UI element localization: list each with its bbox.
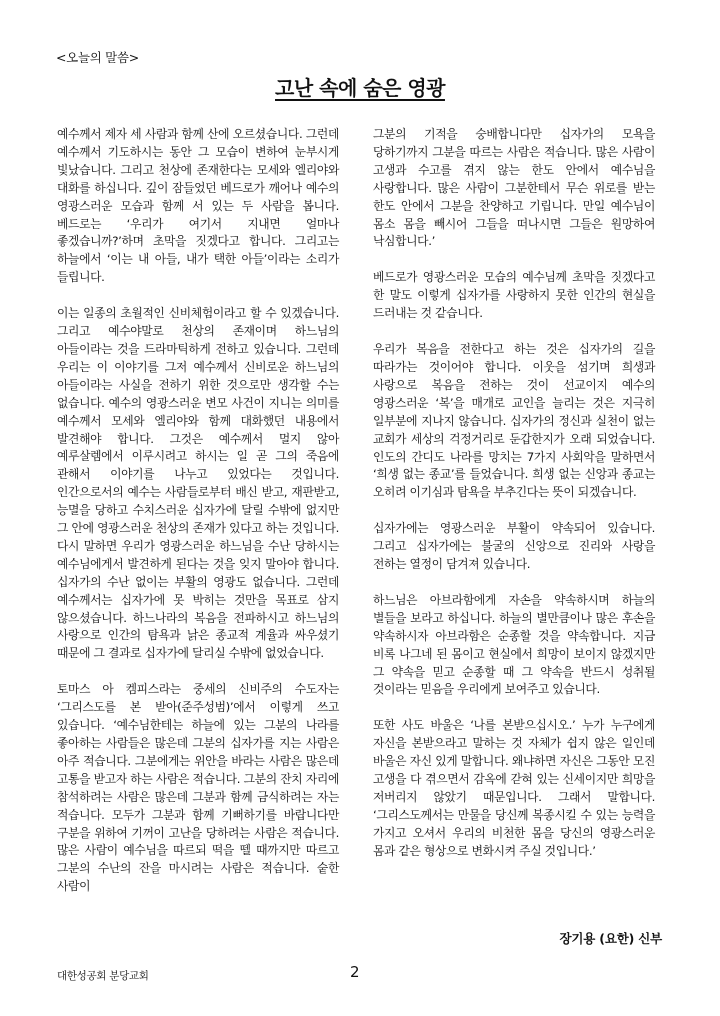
section-label: <오늘의 말씀>: [56, 50, 139, 65]
paragraph: 또한 사도 바울은 ‘나를 본받으십시오.’ 누가 누구에게 자신을 본받으라고 말하는 것 자체가 쉽지 않은 일인데 바울은 자신 있게 말합니다. 왜냐하면 자신은 그동안 모진 고생을 다 겪으면서 감옥에 갇혀 있는 신세이지만 희망을 저버리지 않았기 때문입니다. 그래서 말합니다. ‘그리스도께서는 만물을 당신께 복종시킬 수 있는 능력을 가지고 오셔서 우리의 비천한 몸을 당신의 영광스러운 몸과 같은 형상으로 변화시켜 주실 것입니다.’: [373, 718, 655, 858]
left-column: [57, 126, 339, 914]
paragraph: 예수께서 제자 세 사람과 함께 산에 오르셨습니다. 그런데 예수께서 기도하시는 동안 그 모습이 변하여 눈부시게 빛났습니다. 그리고 천상에 존재한다는 모세와 엘리야와 대화를 하십니다. 깊이 잠들었던 베드로가 깨어나 예수의 영광스러운 모습과 함께 서 있는 두 사람을 봅니다. 베드로는 ‘우리가 여기서 지내면 얼마나 좋겠습니까?’하며 초막을 짓겠다고 합니다. 그리고는 하늘에서 ‘이는 내 아들, 내가 택한 아들’이라는 소리가 들립니다.: [57, 127, 339, 285]
page-number: 2: [350, 963, 360, 981]
paragraph: 베드로가 영광스러운 모습의 예수님께 초막을 짓겠다고 한 말도 이렇게 십자가를 사랑하지 못한 인간의 현실을 드러내는 것 같습니다.: [373, 270, 655, 321]
page-title-text: 고난 속에 숨은 영광: [275, 76, 445, 100]
paragraph: 우리가 복음을 전한다고 하는 것은 십자가의 길을 따라가는 것이어야 합니다. 이웃을 섬기며 희생과 사랑으로 복음을 전하는 것이 선교이지 예수의 영광스러운 ‘복’을 매개로 교인을 늘리는 것은 지극히 일부분에 지나지 않습니다. 십자가의 정신과 실천이 없는 교회가 세상의 걱정거리로 둔갑한지가 오래 되었습니다. 인도의 간디도 나라를 망치는 7가지 사회악을 말하면서 ‘희생 없는 종교’를 들었습니다. 희생 없는 신앙과 종교는 오히려 이기심과 탐욕을 부추긴다는 뜻이 되겠습니다.: [373, 342, 655, 500]
footer-church-name: 대한성공회 분당교회: [57, 970, 149, 982]
paragraph: 이는 일종의 초월적인 신비체험이라고 할 수 있겠습니다. 그리고 예수야말로 천상의 존재이며 하느님의 아들이라는 것을 드라마틱하게 전하고 있습니다. 그런데 우리는 이 이야기를 그저 예수께서 신비로운 하느님의 아들이라는 사실을 전하기 위한 것으로만 생각할 수는 없습니다. 예수의 영광스러운 변모 사건이 지니는 의미를 예수께서 모세와 엘리야와 함께 대화했던 내용에서 발견해야 합니다. 그것은 예수께서 멀지 않아 예루살렘에서 이루시려고 하시는 일 곧 그의 죽음에 관해서 이야기를 나누고 있었다는 것입니다. 인간으로서의 예수는 사람들로부터 배신 받고, 재판받고, 능멸을 당하고 수치스러운 십자가에 달릴 수밖에 없지만 그 안에 영광스러운 천상의 존재가 있다고 하는 것입니다. 다시 말하면 우리가 영광스러운 하느님을 수난 당하시는 예수님에게서 발견하게 된다는 것을 잊지 말아야 합니다. 십자가의 수난 없이는 부활의 영광도 없습니다. 그런데 예수께서는 십자가에 못 박히는 것만을 목표로 삼지 않으셨습니다. 하느나라의 복음을 전파하시고 하느님의 사랑으로 인간의 탐욕과 낡은 종교적 계율과 싸우셨기 때문에 그 결과로 십자가에 달리실 수밖에 없었습니다.: [57, 306, 339, 661]
paragraph: 십자가에는 영광스러운 부활이 약속되어 있습니다. 그리고 십자가에는 불굴의 신앙으로 진리와 사랑을 전하는 열정이 담겨져 있습니다.: [373, 521, 655, 572]
page-title: [0, 72, 720, 101]
right-column: [373, 126, 655, 879]
author-signature: 장기용 (요한) 신부: [559, 931, 662, 946]
paragraph: 그분의 기적을 숭배합니다만 십자가의 모욕을 당하기까지 그분을 따르는 사람은 적습니다. 많은 사람이 고생과 수고를 겪지 않는 한도 안에서 예수님을 사랑합니다. 많은 사람이 그분한테서 무슨 위로를 받는 한도 안에서 그분을 찬양하고 기립니다. 만일 예수님이 몸소 몸을 빼시어 그들을 떠나시면 그들은 원망하여 낙심합니다.’: [373, 127, 655, 249]
paragraph: 하느님은 아브라함에게 자손을 약속하시며 하늘의 별들을 보라고 하십니다. 하늘의 별만큼이나 많은 후손을 약속하시자 아브라함은 순종할 것을 약속합니다. 지금 비록 나그네 된 몸이고 현실에서 희망이 보이지 않겠지만 그 약속을 믿고 순종할 때 그 약속을 반드시 성취될 것이라는 믿음을 우리에게 보여주고 있습니다.: [373, 592, 655, 697]
paragraph: 토마스 아 켐피스라는 중세의 신비주의 수도자는 ‘그리스도를 본 받아(준주성범)’에서 이렇게 쓰고 있습니다. ‘예수님한테는 하늘에 있는 그분의 나라를 좋아하는 사람들은 많은데 그분의 십자가를 지는 사람은 아주 적습니다. 그분에게는 위안을 바라는 사람은 많은데 고통을 받고자 하는 사람은 적습니다. 그분의 잔치 자리에 참석하려는 사람은 많은데 그분과 함께 금식하려는 자는 적습니다. 모두가 그분과 함께 기뻐하기를 바랍니다만 구분을 위하여 기꺼이 고난을 당하려는 사람은 적습니다. 많은 사람이 예수님을 따르되 떡을 뗄 때까지만 따르고 그분의 수난의 잔을 마시려는 사람은 적습니다. 숱한 사람이: [57, 682, 339, 894]
